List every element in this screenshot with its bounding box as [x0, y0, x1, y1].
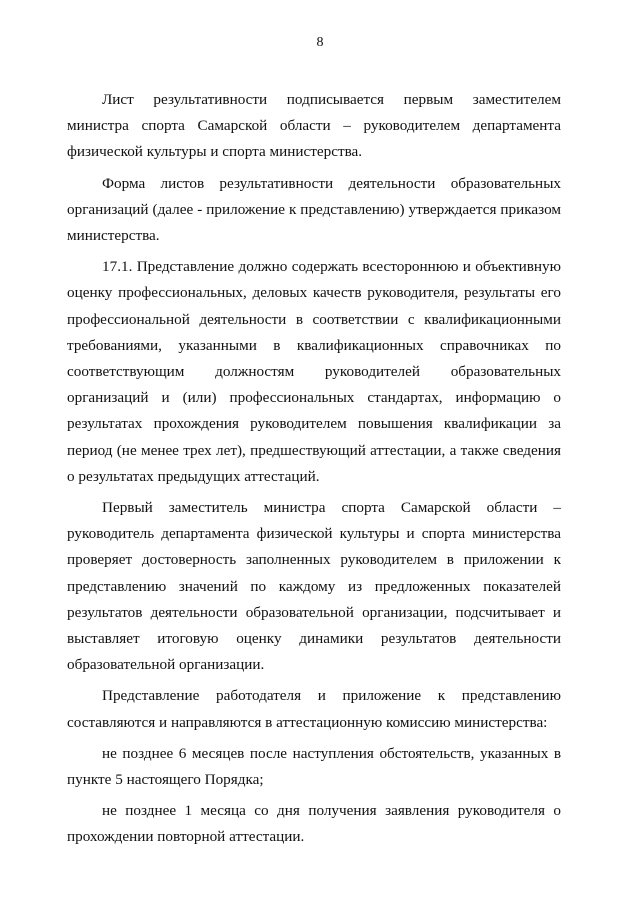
document-body [67, 87, 561, 851]
page-number: 8 [316, 35, 324, 50]
paragraph-performance-sheet-form: Форма листов результативности деятельности образовательных организаций (далее - приложение к представлению) утверждается приказом министерства. [67, 174, 561, 245]
paragraph-performance-sheet-signing: Лист результативности подписывается первым заместителем министра спорта Самарской области – руководителем департамента физической культуры и спорта министерства. [67, 91, 561, 161]
paragraph-submission-deadlines-intro: Представление работодателя и приложение к представлению составляются и направляются в аттестационную комиссию министерства: [67, 687, 561, 731]
paragraph-deputy-minister-verification: Первый заместитель министра спорта Самарской области – руководитель департамента физической культуры и спорта министерства проверяет достоверность заполненных руководителем в приложении к представлению значений по каждому из предложенных показателей результатов деятельности образовательной организации, подсчитывает и выставляет итоговую оценку динамики результатов деятельности образовательной организации. [67, 499, 561, 674]
paragraph-deadline-one-month: не позднее 1 месяца со дня получения заявления руководителя о прохождении повторной аттестации. [67, 802, 561, 846]
paragraph-17-1-submission-content: 17.1. Представление должно содержать всестороннюю и объективную оценку профессиональных, деловых качеств руководителя, результаты его профессиональной деятельности в соответствии с квалификационными требованиями, указанными в квалификационных справочниках по соответствующим должностям руководителей образовательных организаций и (или) профессиональных стандартах, информацию о результатах прохождения руководителем повышения квалификации за период (не менее трех лет), предшествующий аттестации, а также сведения о результатах предыдущих аттестаций. [67, 258, 561, 485]
paragraph-deadline-six-months: не позднее 6 месяцев после наступления обстоятельств, указанных в пункте 5 настоящего Порядка; [67, 744, 561, 789]
